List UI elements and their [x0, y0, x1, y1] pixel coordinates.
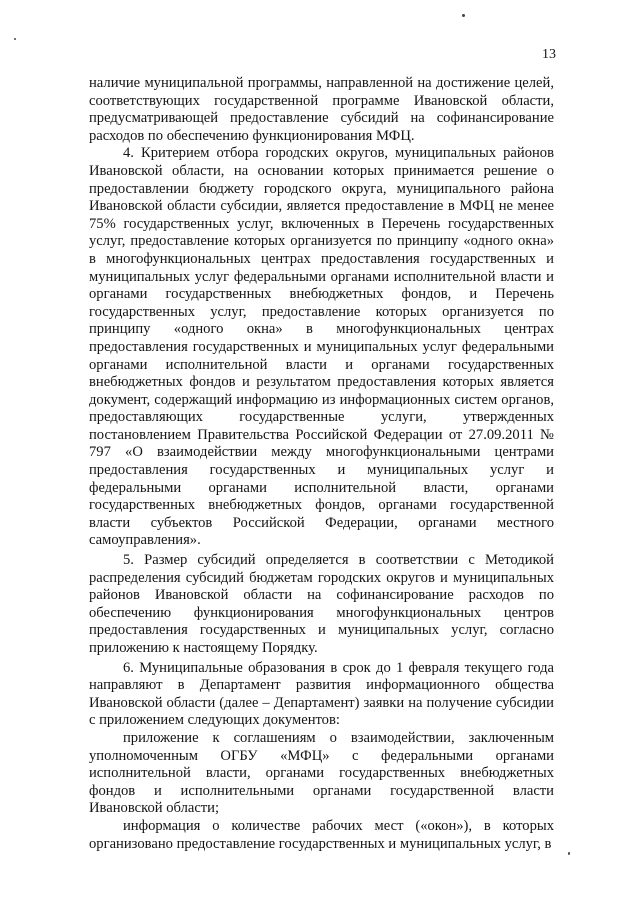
scan-speck [462, 14, 465, 17]
document-body [89, 75, 554, 853]
list-item-workplaces: информация о количестве рабочих мест («окон»), в которых организовано предоставление государственных и муниципальных услуг, в [89, 817, 554, 852]
paragraph-program-requirement: наличие муниципальной программы, направленной на достижение целей, соответствующих государственной программе Ивановской области, предусматривающей предоставление субсидий на софинансирование расходов по обеспечению функционирования МФЦ. [89, 75, 554, 144]
scan-speck [568, 852, 570, 855]
paragraph-6-applications: 6. Муниципальные образования в срок до 1 февраля текущего года направляют в Департамент развития информационного общества Ивановской области (далее – Департамент) заявки на получение субсидии с приложением следующих документов: [89, 659, 554, 729]
scan-speck [14, 38, 16, 40]
page-number: 13 [542, 47, 556, 62]
paragraph-4-selection-criterion: 4. Критерием отбора городских округов, муниципальных районов Ивановской области, на основании которых принимается решение о предоставлении бюджету городского округа, муниципального района Ивановской области субсидии, является предоставление в МФЦ не менее 75% государственных услуг, включенных в Перечень государственных услуг, предоставление которых организуется по принципу «одного окна» в многофункциональных центрах предоставления государственных и муниципальных услуг федеральными органами исполнительной власти и органами государственных внебюджетных фондов, и Перечень государственных услуг, предоставление которых организуется по принципу «одного окна» в многофункциональных центрах предоставления государственных и муниципальных услуг федеральными органами исполнительной власти и органами государственных внебюджетных фондов и результатом предоставления которых является документ, содержащий информацию из информационных систем органов, предоставляющих государственные услуги, утвержденных постановлением Правительства Российской Федерации от 27.09.2011 № 797 «О взаимодействии между многофункциональными центрами предоставления государственных и муниципальных услуг и федеральными органами исполнительной власти, органами государственных внебюджетных фондов, органами государственной власти субъектов Российской Федерации, органами местного самоуправления». [89, 145, 554, 549]
paragraph-5-subsidy-amount: 5. Размер субсидий определяется в соответствии с Методикой распределения субсидий бюджетам городских округов и муниципальных районов Ивановской области на софинансирование расходов по обеспечению функционирования многофункциональных центров предоставления государственных и муниципальных услуг, согласно приложению к настоящему Порядку. [89, 552, 554, 656]
list-item-agreements: приложение к соглашениям о взаимодействии, заключенным уполномоченным ОГБУ «МФЦ» с федеральными органами исполнительной власти, органами государственных внебюджетных фондов и исполнительными органами государственной власти Ивановской области; [89, 729, 554, 817]
